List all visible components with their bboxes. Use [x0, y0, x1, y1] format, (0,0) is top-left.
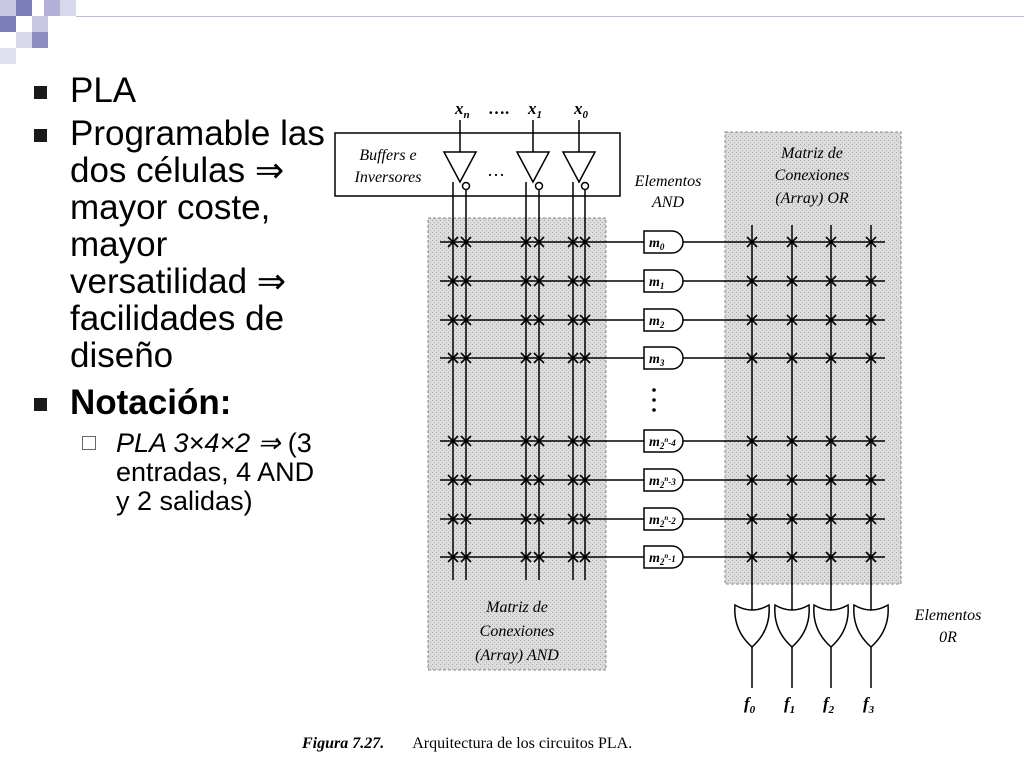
or-gate [735, 605, 769, 647]
bullet-notacion: Notación: [30, 384, 330, 421]
output-f2-label: $f_2$ [823, 694, 835, 716]
minterm-label: $m_2^n_{-3}$ [649, 474, 676, 490]
figure-caption: Figura 7.27. Arquitectura de los circuitos PLA. [302, 735, 633, 752]
or-gate [814, 605, 848, 647]
and-matrix-label-3: (Array) AND [475, 647, 559, 664]
minterm-label: $m_3$ [649, 352, 665, 368]
or-elements-label-1: Elementos [914, 607, 982, 624]
bullet-pla: PLA [30, 72, 330, 109]
or-matrix-label-3: (Array) OR [775, 190, 849, 207]
input-x1-label: $x_1$ [528, 99, 542, 121]
minterm-label: $m_2$ [649, 314, 665, 330]
minterm-label: $m_1$ [649, 275, 665, 291]
or-matrix-label-2: Conexiones [774, 167, 850, 184]
output-f1-label: $f_1$ [784, 694, 796, 716]
and-matrix-label-2: Conexiones [479, 623, 555, 640]
minterm-label: $m_0$ [649, 236, 665, 252]
minterm-label: $m_2^n_{-2}$ [649, 513, 676, 529]
or-gates [735, 605, 888, 688]
or-gate [854, 605, 888, 647]
output-f0-label: $f_0$ [744, 694, 756, 716]
bullet-programable: Programable las dos células ⇒ mayor coste, mayor versatilidad ⇒ facilidades de diseño [30, 115, 330, 374]
sub-bullet-notation: PLA 3×4×2 ⇒ (3 entradas, 4 AND y 2 salidas) [30, 429, 330, 516]
minterm-label: $m_2^n_{-4}$ [649, 435, 676, 451]
output-f3-label: $f_3$ [863, 694, 875, 716]
input-dots: …. [488, 99, 510, 118]
and-elements-label-1: Elementos [634, 173, 702, 190]
and-matrix-label-1: Matriz de [486, 599, 548, 616]
minterm-label: $m_2^n_{-1}$ [649, 551, 676, 567]
input-xn-label: $x_n$ [455, 99, 470, 121]
buffers-label-1: Buffers e [359, 147, 417, 164]
vertical-ellipsis [652, 388, 656, 412]
or-elements-label-2: 0R [939, 629, 957, 646]
or-matrix-label-1: Matriz de [781, 145, 843, 162]
and-elements-label-2: AND [652, 194, 684, 211]
or-gate [775, 605, 809, 647]
input-x0-label: $x_0$ [574, 99, 588, 121]
buffers-label-2: Inversores [354, 169, 422, 186]
buffer-dots: … [487, 160, 505, 180]
output-labels [744, 694, 875, 716]
